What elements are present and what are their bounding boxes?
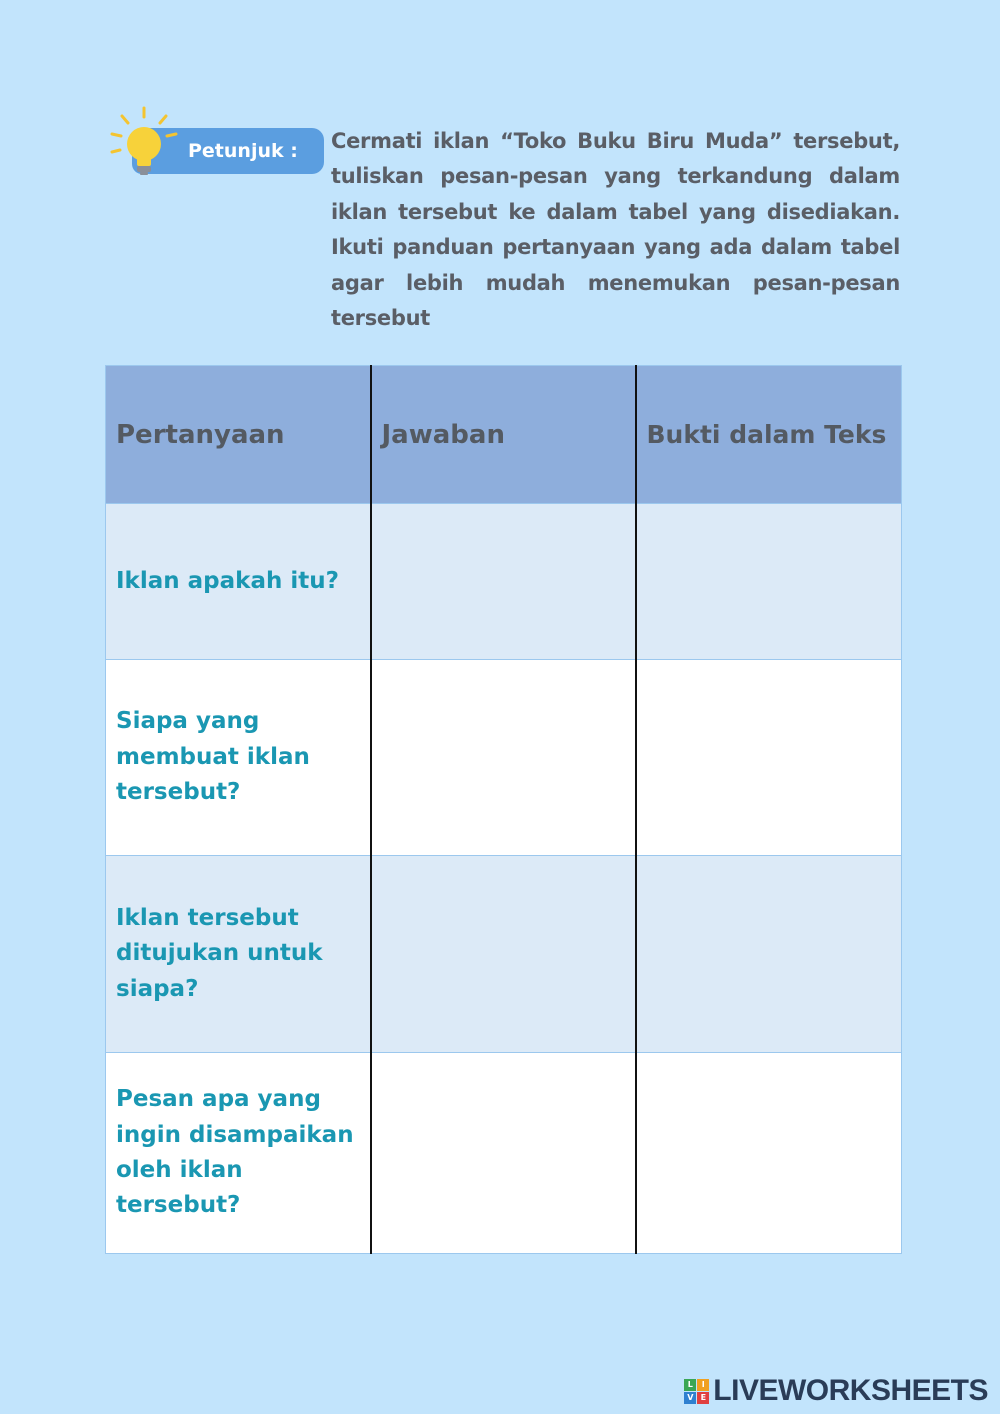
instructions-text: Cermati iklan “Toko Buku Biru Muda” tersebut, tuliskan pesan-pesan yang terkandung dalam iklan tersebut ke dalam tabel yang disediakan. Ikuti panduan pertanyaan yang ada dalam tabel agar lebih mudah menemukan pesan-pesan tersebut [331,129,900,331]
hint-label: Petunjuk : [132,128,324,174]
logo-letter-v: V [684,1392,696,1404]
lightbulb-icon [104,104,184,184]
liveworksheets-logo[interactable] [684,1376,988,1406]
answer-cell[interactable] [371,856,636,1053]
question-cell: Siapa yang membuat iklan tersebut? [106,660,371,856]
liveworksheets-icon [684,1379,709,1404]
table-row [106,1053,902,1254]
hint-badge [104,104,324,184]
liveworksheets-brand: LIVEWORKSHEETS [713,1374,988,1407]
answer-cell[interactable] [371,660,636,856]
header-pertanyaan: Pertanyaan [106,366,371,504]
answer-cell[interactable] [371,1053,636,1254]
answer-cell[interactable] [371,504,636,660]
logo-letter-e: E [697,1392,709,1404]
table-header-row [106,366,902,504]
evidence-cell[interactable] [636,1053,902,1254]
question-cell: Iklan apakah itu? [106,504,371,660]
question-cell: Pesan apa yang ingin disampaikan oleh iklan tersebut? [106,1053,371,1254]
question-cell: Iklan tersebut ditujukan untuk siapa? [106,856,371,1053]
table-row [106,660,902,856]
logo-letter-i: I [697,1379,709,1391]
logo-letter-l: L [684,1379,696,1391]
evidence-cell[interactable] [636,504,902,660]
header-bukti: Bukti dalam Teks [636,366,902,504]
header-jawaban: Jawaban [371,366,636,504]
answer-table [105,365,902,1254]
evidence-cell[interactable] [636,856,902,1053]
table-row [106,504,902,660]
table-row [106,856,902,1053]
evidence-cell[interactable] [636,660,902,856]
